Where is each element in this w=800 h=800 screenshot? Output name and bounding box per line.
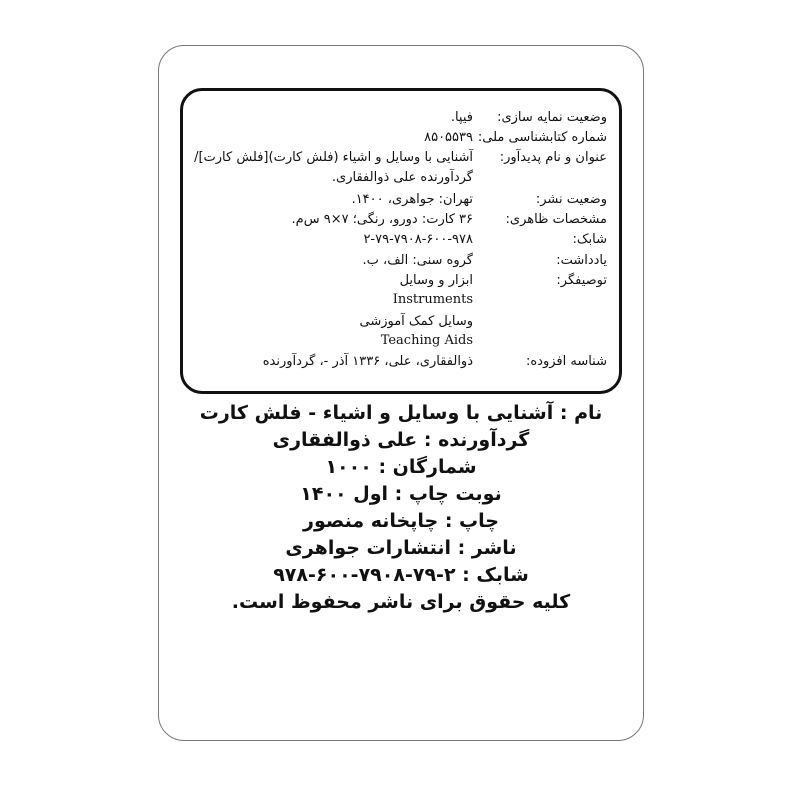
publication-info	[180, 400, 622, 616]
cataloging-box	[180, 88, 622, 394]
cip-label: شناسه افزوده:	[525, 354, 607, 369]
cip-label: توصیفگر:	[556, 273, 607, 288]
cip-label: شابک:	[572, 232, 607, 247]
cip-value: وسایل کمک آموزشی	[359, 314, 473, 329]
info-publisher: ناشر : انتشارات جواهری	[285, 537, 517, 559]
info-printer: چاپ : چاپخانه منصور	[303, 510, 499, 532]
cip-value: گردآورنده علی ذوالفقاری.	[331, 170, 473, 185]
cip-value: ۳۶ کارت: دورو، رنگی؛ ۷×۹ س‌م.	[291, 212, 473, 227]
cip-value: آشنایی با وسایل و اشیاء (فلش کارت)[فلش کارت]/	[194, 150, 473, 165]
info-edition: نوبت چاپ : اول ۱۴۰۰	[300, 483, 502, 505]
cip-value: فیپا.	[450, 110, 473, 125]
cip-value: Teaching Aids	[380, 333, 473, 348]
info-copyright: کلیه حقوق برای ناشر محفوظ است.	[231, 591, 571, 613]
cip-label: یادداشت:	[556, 253, 607, 268]
cip-label: وضعیت نمایه سازی:	[497, 110, 607, 125]
info-title: نام : آشنایی با وسایل و اشیاء - فلش کارت	[199, 402, 603, 424]
info-isbn: شابک : ۲-۷۹-۷۹۰۸-۶۰۰-۹۷۸	[273, 564, 529, 586]
cip-value: Instruments	[392, 292, 473, 307]
cip-value: ۲-۷۹-۷۹۰۸-۶۰۰-۹۷۸	[363, 232, 473, 247]
cip-label: وضعیت نشر:	[535, 192, 607, 207]
info-compiler: گردآورنده : علی ذوالفقاری	[272, 429, 530, 451]
info-print-run: شمارگان : ۱۰۰۰	[325, 456, 477, 478]
cip-label: مشخصات ظاهری:	[505, 212, 607, 227]
cip-value: ۸۵۰۵۵۳۹	[424, 130, 473, 145]
cip-value: ذوالفقاری، علی، ۱۳۳۶ آذر -، گردآورنده	[262, 354, 473, 369]
cip-label: شماره کتابشناسی ملی:	[477, 130, 607, 145]
cip-value: گروه سنی: الف، ب.	[362, 253, 473, 268]
cip-value: ابزار و وسایل	[399, 273, 473, 288]
cip-label: عنوان و نام پدیدآور:	[499, 150, 607, 165]
cip-value: تهران: جواهری، ۱۴۰۰.	[351, 192, 473, 207]
